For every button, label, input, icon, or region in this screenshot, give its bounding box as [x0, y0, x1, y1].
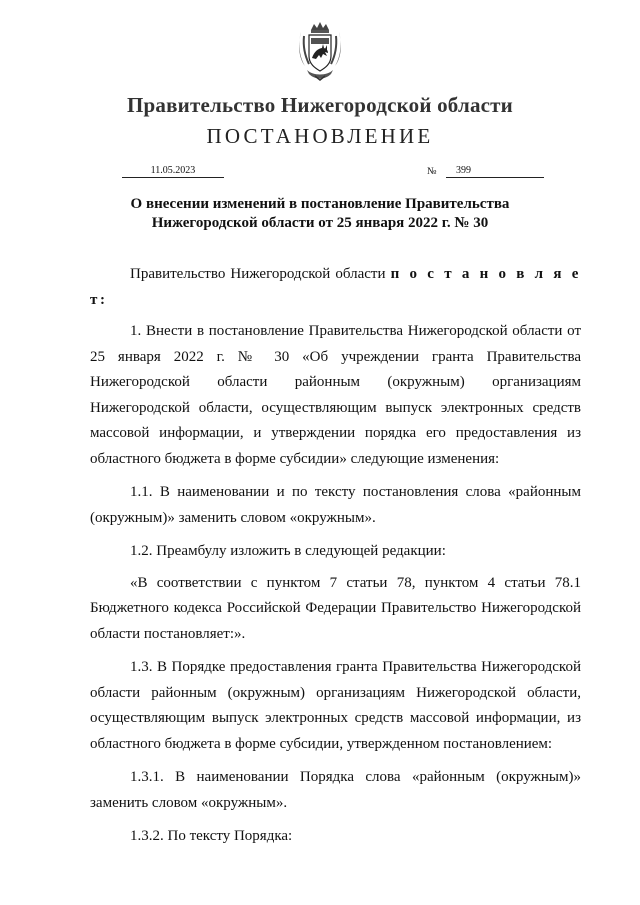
paragraph-1-3-1: 1.3.1. В наименовании Порядка слова «районным (окружным)» заменить словом «окружным». [90, 769, 581, 811]
document-body [90, 262, 581, 858]
paragraph-1-2-quote: «В соответствии с пунктом 7 статьи 78, пунктом 4 статьи 78.1 Бюджетного кодекса Российской Федерации Правительство Нижегородской области постановляет:». [90, 574, 581, 642]
intro-text: Правительство Нижегородской области [130, 266, 391, 282]
paragraph-1-3: 1.3. В Порядке предоставления гранта Правительства Нижегородской области районным (окружным) организациям Нижегородской области, осуществляющим выпуск электронных средств массовой информации, из областного бюджета в форме субсидии, утвержденном постановлением: [90, 659, 581, 752]
coat-of-arms-icon [297, 18, 343, 82]
document-date: 11.05.2023 [122, 165, 224, 178]
organization-name: Правительство Нижегородской области [127, 93, 513, 117]
intro-paragraph [90, 262, 581, 313]
subject-line-1: О внесении изменений в постановление Правительства [130, 196, 510, 212]
paragraph-1-3-2: 1.3.2. По тексту Порядка: [130, 828, 293, 844]
paragraph-1-1: 1.1. В наименовании и по тексту постановления слова «районным (окружным)» заменить словом «окружным». [90, 484, 581, 526]
intro-keyword: п о с т а н о в л я е т: [90, 266, 581, 308]
paragraph-1-2: 1.2. Преамбулу изложить в следующей редакции: [130, 543, 446, 559]
subject-line-2: Нижегородской области от 25 января 2022 г. № 30 [151, 215, 489, 231]
paragraph-1: 1. Внести в постановление Правительства Нижегородской области от 25 января 2022 г. № 30 «Об учреждении гранта Правительства Нижегородской области районным (окружным) организациям Нижегородской области, осуществляющим выпуск электронных средств массовой информации, и утверждении порядка его предоставления из областного бюджета в форме субсидии» следующие изменения: [90, 323, 581, 467]
document-subject [0, 195, 640, 233]
number-label: № [427, 166, 437, 177]
document-number: 399 [446, 165, 544, 178]
document-type: ПОСТАНОВЛЕНИЕ [206, 124, 434, 148]
